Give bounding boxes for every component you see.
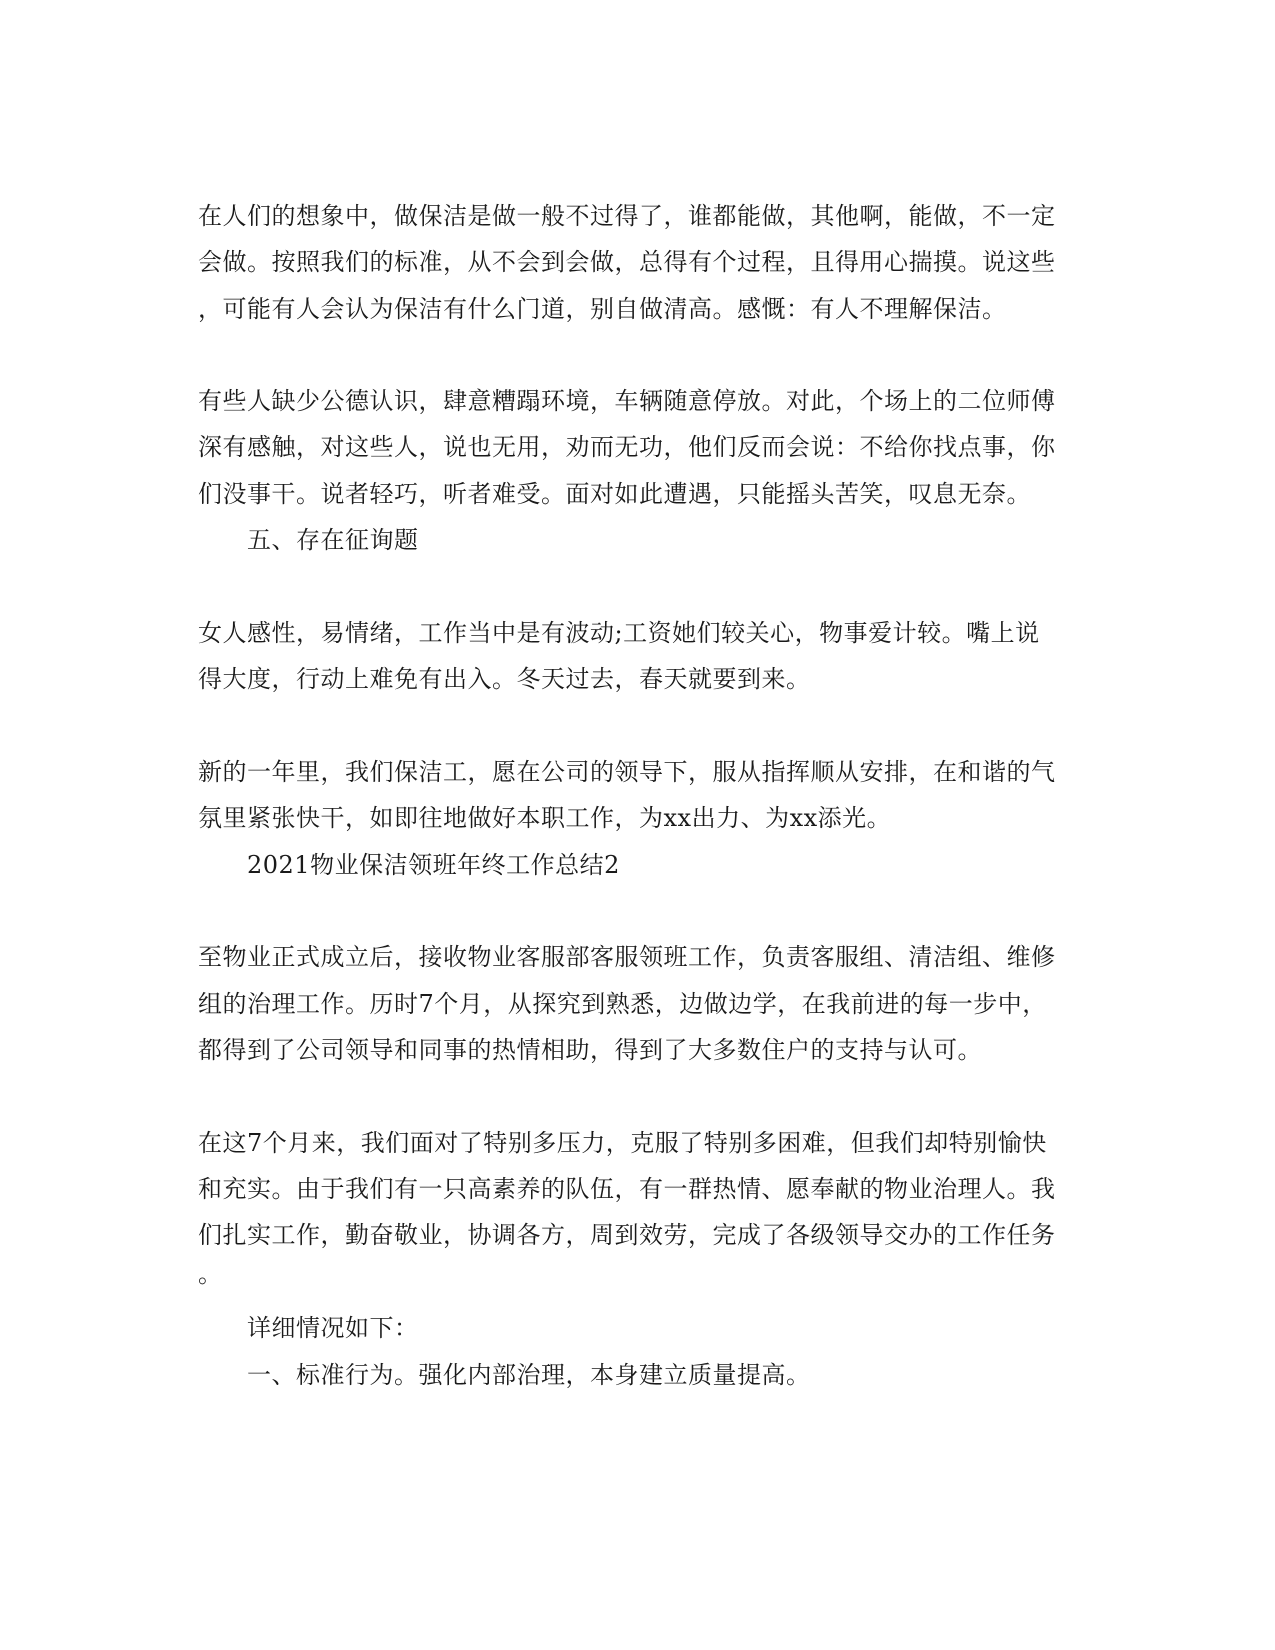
paragraph-1-line-3: ，可能有人会认为保洁有什么门道，别自做清高。感慨：有人不理解保洁。: [198, 295, 1007, 323]
paragraph-1-line-1: 在人们的想象中，做保洁是做一般不过得了，谁都能做，其他啊，能做，不一定: [198, 202, 1056, 230]
paragraph-2-line-2: 深有感触，对这些人，说也无用，劝而无功，他们反而会说：不给你找点事，你: [198, 433, 1056, 461]
paragraph-6-line-4: 。: [198, 1260, 223, 1288]
paragraph-3-line-1: 女人感性，易情绪，工作当中是有波动;工资她们较关心，物事爱计较。嘴上说: [198, 619, 1040, 647]
section-heading-1: 一、标准行为。强化内部治理，本身建立质量提高。: [247, 1361, 811, 1389]
paragraph-5-line-2: 组的治理工作。历时7个月，从探究到熟悉，边做边学，在我前进的每一步中，: [198, 990, 1047, 1018]
details-intro: 详细情况如下：: [247, 1314, 419, 1342]
document-title-2: 2021物业保洁领班年终工作总结2: [247, 851, 620, 879]
paragraph-5-line-3: 都得到了公司领导和同事的热情相助，得到了大多数住户的支持与认可。: [198, 1036, 982, 1064]
paragraph-3-line-2: 得大度，行动上难免有出入。冬天过去，春天就要到来。: [198, 665, 811, 693]
paragraph-6-line-3: 们扎实工作，勤奋敬业，协调各方，周到效劳，完成了各级领导交办的工作任务: [198, 1221, 1056, 1249]
paragraph-5-line-1: 至物业正式成立后，接收物业客服部客服领班工作，负责客服组、清洁组、维修: [198, 943, 1056, 971]
section-heading-5: 五、存在征询题: [247, 526, 419, 554]
paragraph-6-line-1: 在这7个月来，我们面对了特别多压力，克服了特别多困难，但我们却特别愉快: [198, 1129, 1047, 1157]
paragraph-2-line-3: 们没事干。说者轻巧，听者难受。面对如此遭遇，只能摇头苦笑，叹息无奈。: [198, 480, 1031, 508]
paragraph-2-line-1: 有些人缺少公德认识，肆意糟蹋环境，车辆随意停放。对此，个场上的二位师傅: [198, 387, 1056, 415]
paragraph-6-line-2: 和充实。由于我们有一只高素养的队伍，有一群热情、愿奉献的物业治理人。我: [198, 1175, 1056, 1203]
paragraph-4-line-2: 氛里紧张快干，如即往地做好本职工作，为xx出力、为xx添光。: [198, 804, 892, 832]
paragraph-4-line-1: 新的一年里，我们保洁工，愿在公司的领导下，服从指挥顺从安排，在和谐的气: [198, 758, 1056, 786]
paragraph-1-line-2: 会做。按照我们的标准，从不会到会做，总得有个过程，且得用心揣摸。说这些: [198, 248, 1056, 276]
